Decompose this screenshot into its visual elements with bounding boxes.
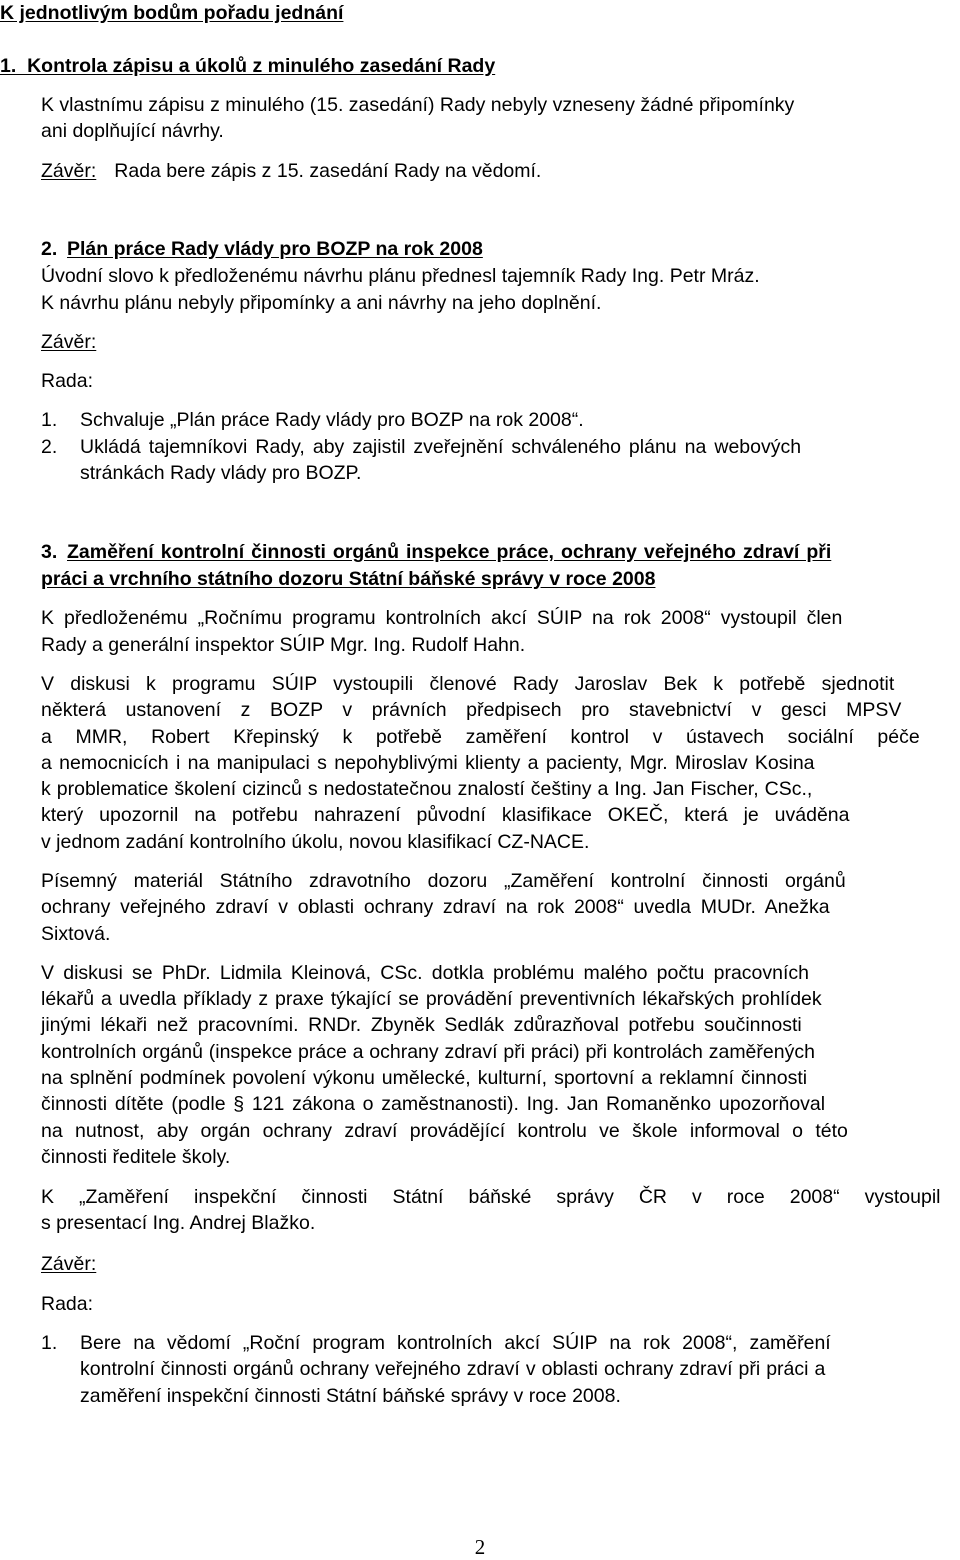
- item2-title: Plán práce Rady vlády pro BOZP na rok 2008: [67, 238, 483, 260]
- item2-point2-line2: stránkách Rady vlády pro BOZP.: [80, 462, 362, 484]
- item2-conclusion-label: Závěr:: [41, 331, 97, 353]
- item3-para3-line1: Písemný materiál Státního zdravotního dozoru „Zaměření kontrolní činnosti orgánů: [41, 870, 846, 892]
- item3-para4-line6: činnosti dítěte (podle § 121 zákona o zaměstnanosti). Ing. Jan Romaněnko upozorňoval: [41, 1093, 826, 1115]
- item3-para2-line2: některá ustanovení z BOZP v právních předpisech pro stavebnictví v gesci MPSV: [41, 699, 902, 721]
- item1-line2: ani doplňující návrhy.: [41, 120, 224, 142]
- item3-para1-line2: Rady a generální inspektor SÚIP Mgr. Ing. Rudolf Hahn.: [41, 634, 526, 656]
- item3-para2-line3: a MMR, Robert Křepinský k potřebě zaměření kontrol v ústavech sociální péče: [41, 726, 920, 748]
- item2-point1-text: Schvaluje „Plán práce Rady vlády pro BOZP na rok 2008“.: [80, 409, 584, 431]
- item3-para1-line1: K předloženému „Ročnímu programu kontrolních akcí SÚIP na rok 2008“ vystoupil člen: [41, 607, 843, 629]
- item3-point1-line3: zaměření inspekční činnosti Státní báňské správy v roce 2008.: [80, 1385, 621, 1407]
- item3-point1-line2: kontrolní činnosti orgánů ochrany veřejného zdraví v oblasti ochrany zdraví při práci a: [80, 1358, 826, 1380]
- item3-para4-line5: na splnění podmínek povolení výkonu umělecké, kulturní, sportovní a reklamní činnosti: [41, 1067, 808, 1089]
- item3-point1-line1: Bere na vědomí „Roční program kontrolních akcí SÚIP na rok 2008“, zaměření: [80, 1332, 831, 1354]
- item3-title-line1: Zaměření kontrolní činnosti orgánů inspekce práce, ochrany veřejného zdraví při: [67, 541, 832, 563]
- item3-para4-line7: na nutnost, aby orgán ochrany zdraví provádějící kontrolu ve škole informoval o této: [41, 1120, 848, 1142]
- item3-number: 3.: [41, 541, 58, 563]
- item1-line1: K vlastnímu zápisu z minulého (15. zasedání) Rady nebyly vzneseny žádné připomínky: [41, 94, 795, 116]
- item2-line1: Úvodní slovo k předloženému návrhu plánu přednesl tajemník Rady Ing. Petr Mráz.: [41, 265, 760, 287]
- item3-point1-number: 1.: [41, 1332, 58, 1354]
- item3-para4-line4: kontrolních orgánů (inspekce práce a ochrany zdraví při práci) při kontrolách zaměřených: [41, 1041, 815, 1063]
- page-number: 2: [474, 1535, 486, 1559]
- item3-para4-line3: jinými lékaři než pracovními. RNDr. Zbyněk Sedlák zdůrazňoval potřebu součinnosti: [41, 1014, 802, 1036]
- conclusion-label: Závěr:: [41, 160, 97, 182]
- item3-para4-line8: činnosti ředitele školy.: [41, 1146, 231, 1168]
- item2-point2-number: 2.: [41, 436, 58, 458]
- item3-title-line2: práci a vrchního státního dozoru Státní báňské správy v roce 2008: [41, 568, 656, 590]
- item1-title-text: 1. Kontrola zápisu a úkolů z minulého zasedání Rady: [0, 55, 496, 77]
- item3-para5-line1: K „Zaměření inspekční činnosti Státní báňské správy ČR v roce 2008“ vystoupil: [41, 1186, 941, 1208]
- item3-para3-line2: ochrany veřejného zdraví v oblasti ochrany zdraví na rok 2008“ uvedla MUDr. Anežka: [41, 896, 830, 918]
- item3-para2-line7: v jednom zadání kontrolního úkolu, novou klasifikací CZ-NACE.: [41, 831, 590, 853]
- conclusion-text: Rada bere zápis z 15. zasedání Rady na vědomí.: [114, 160, 542, 182]
- item3-conclusion-label: Závěr:: [41, 1253, 97, 1275]
- item3-para4-line1: V diskusi se PhDr. Lidmila Kleinová, CSc. dotkla problému malého počtu pracovních: [41, 962, 809, 984]
- justified-line: Ukládá tajemníkovi Rady, aby zajistil zveřejnění schváleného plánu na webových: [80, 436, 802, 458]
- item3-para4-line2: lékařů a uvedla příklady z praxe týkající se provádění preventivních lékařských prohlídek: [41, 988, 822, 1010]
- item3-para2-line6: který upozornil na potřebu nahrazení původní klasifikace OKEČ, která je uváděna: [41, 804, 850, 826]
- item2-line2: K návrhu plánu nebyly připomínky a ani návrhy na jeho doplnění.: [41, 292, 602, 314]
- item3-para3-line3: Sixtová.: [41, 923, 111, 945]
- item3-para2-line4: a nemocnicích i na manipulaci s nepohyblivými klienty a pacienty, Mgr. Miroslav Kosina: [41, 752, 815, 774]
- item2-number: 2.: [41, 238, 58, 260]
- item1-title: [0, 53, 960, 79]
- item1-conclusion: [41, 158, 956, 184]
- item2-rada-label: Rada:: [41, 370, 94, 392]
- section-heading: K jednotlivým bodům pořadu jednání: [0, 2, 344, 24]
- item2-point1-number: 1.: [41, 409, 58, 431]
- item3-rada-label: Rada:: [41, 1293, 94, 1315]
- item3-para2-line5: k problematice školení cizinců s nedostatečnou znalostí češtiny a Ing. Jan Fischer, CSc.,: [41, 778, 813, 800]
- item3-para2-line1: V diskusi k programu SÚIP vystoupili členové Rady Jaroslav Bek k potřebě sjednotit: [41, 673, 895, 695]
- item2-point2-line1: [80, 434, 956, 460]
- item3-para5-line2: s presentací Ing. Andrej Blažko.: [41, 1212, 316, 1234]
